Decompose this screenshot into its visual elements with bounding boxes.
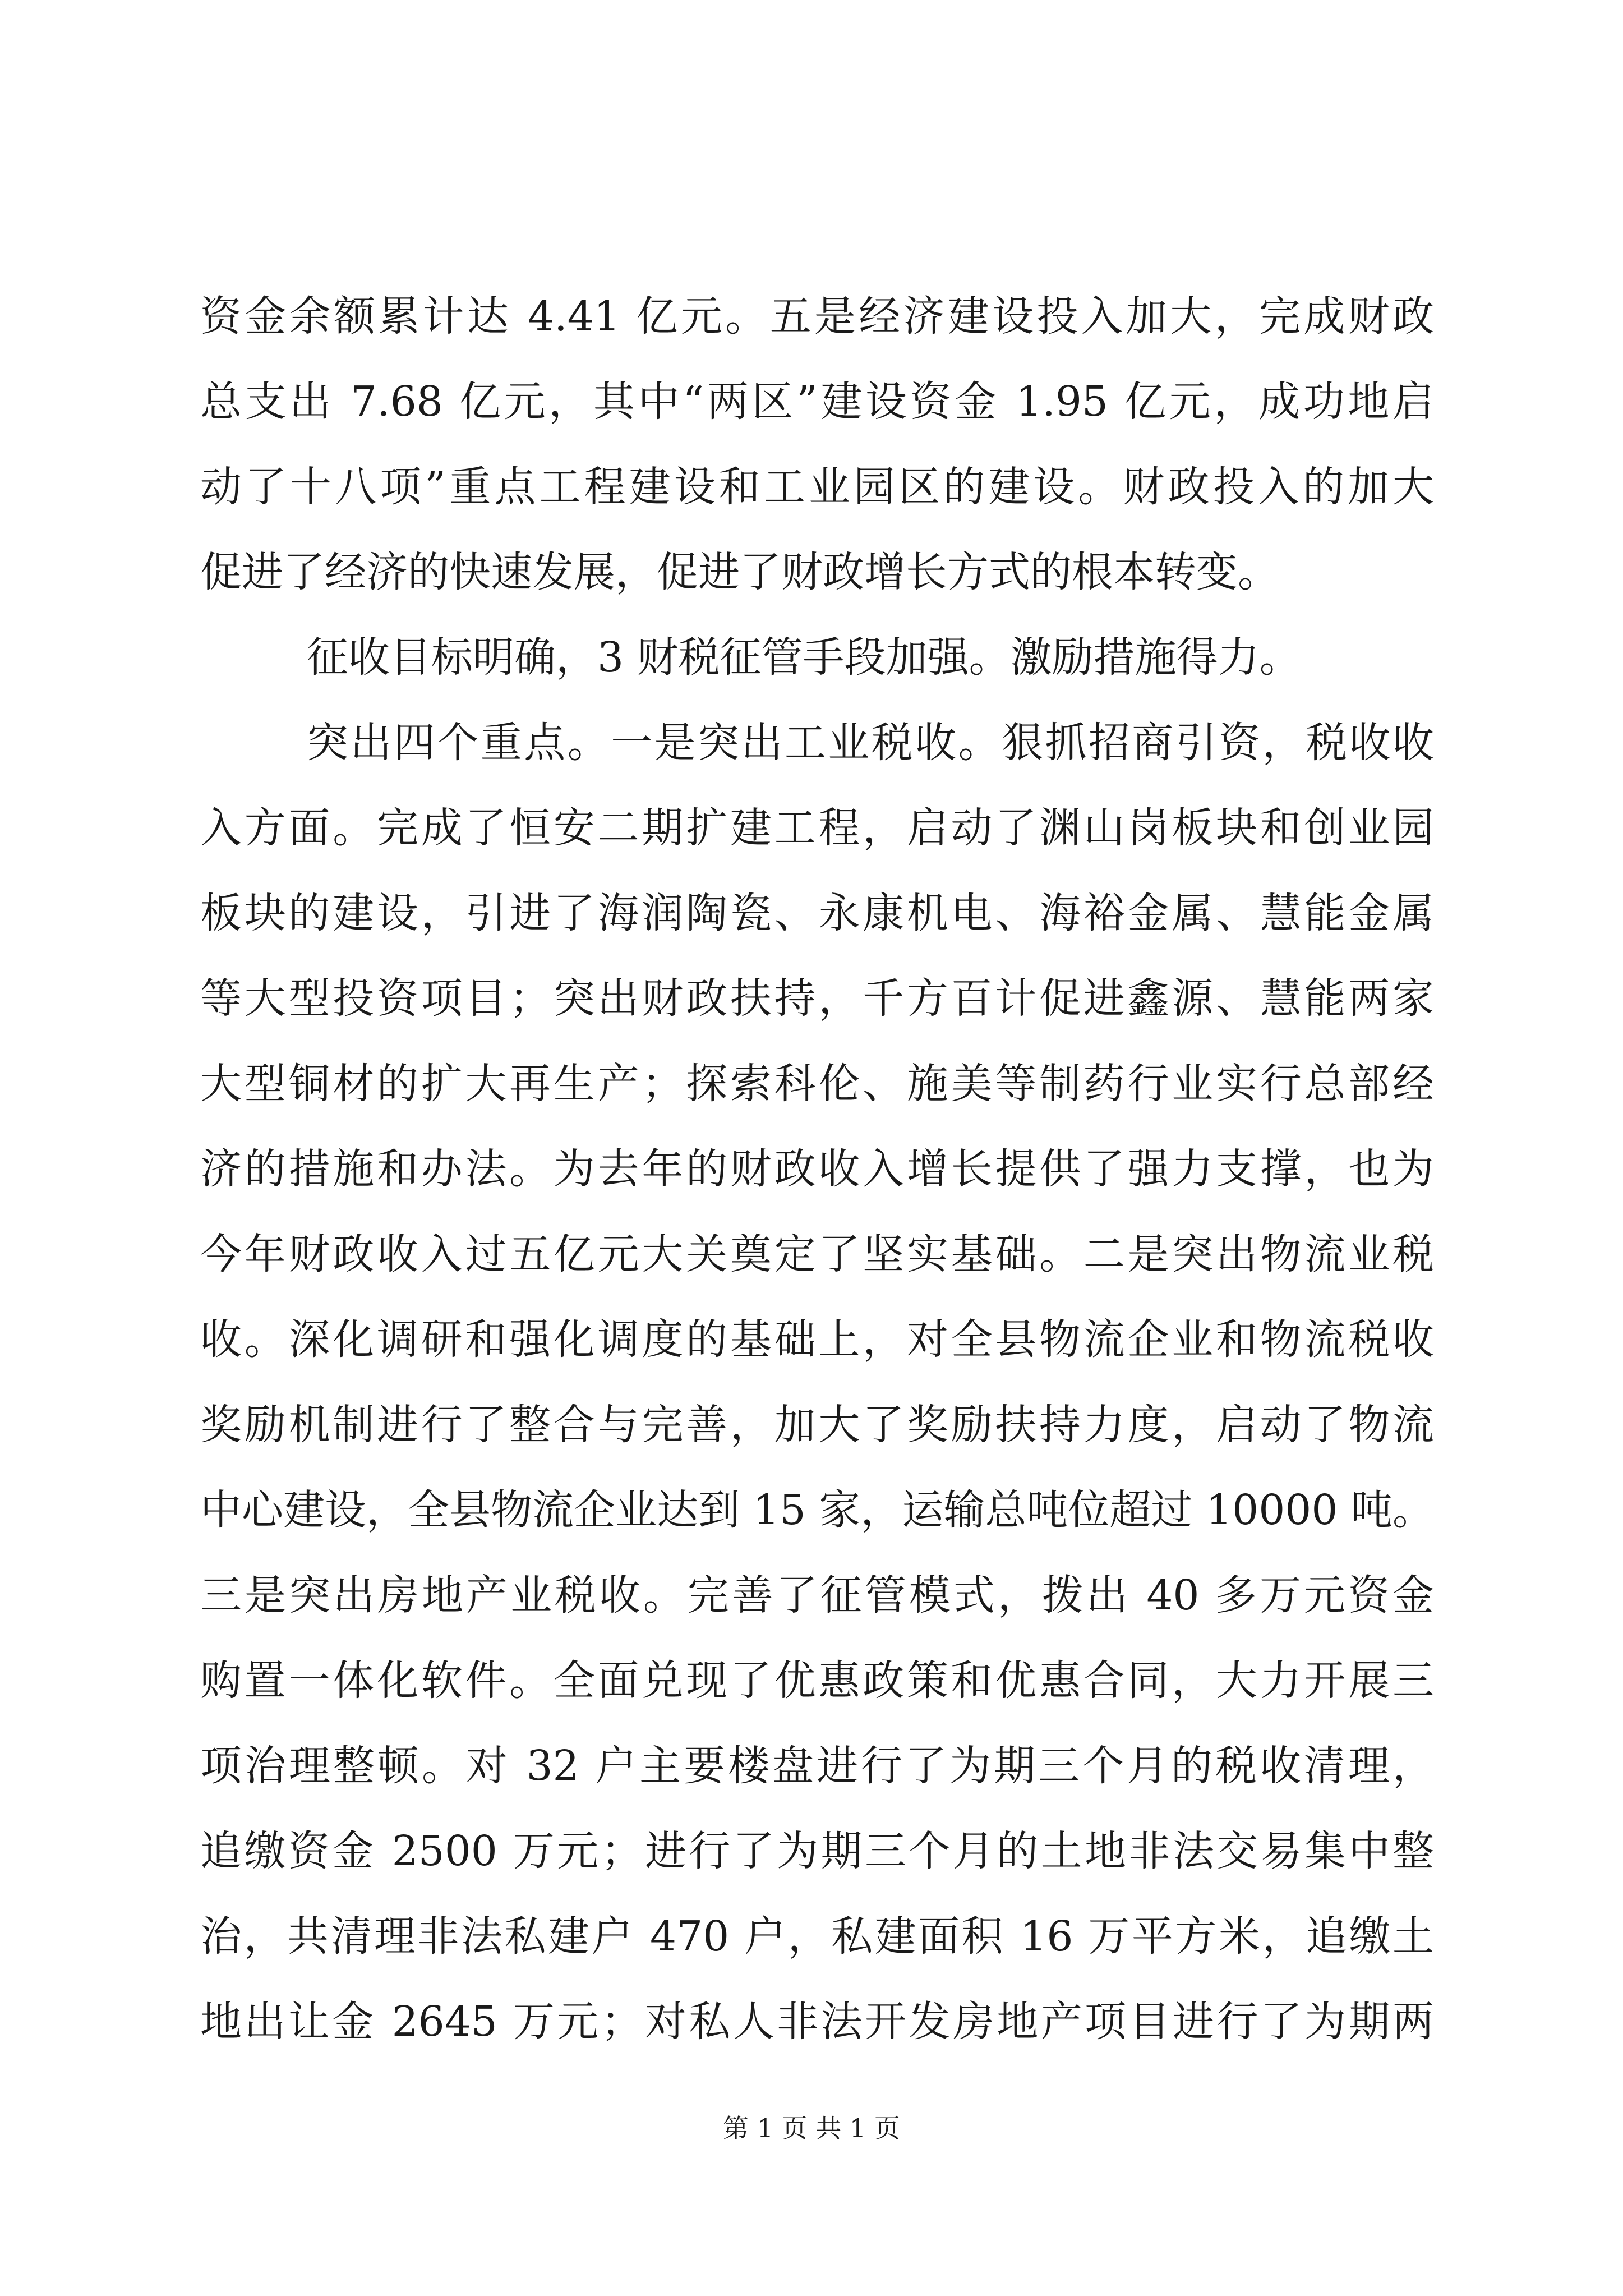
text-line: 购置一体化软件。全面兑现了优惠政策和优惠合同，大力开展三 (200, 1657, 1434, 1705)
text-line: 追缴资金 2500 万元；进行了为期三个月的土地非法交易集中整 (200, 1827, 1434, 1875)
text-line: 突出四个重点。一是突出工业税收。狠抓招商引资，税收收 (307, 719, 1434, 767)
text-line: 资金余额累计达 4.41 亿元。五是经济建设投入加大，完成财政 (200, 292, 1434, 341)
text-line: 三是突出房地产业税收。完善了征管模式，拨出 40 多万元资金 (200, 1571, 1434, 1619)
text-line: 中心建设，全县物流企业达到 15 家，运输总吨位超过 10000 吨。 (200, 1486, 1434, 1534)
text-line: 治，共清理非法私建户 470 户，私建面积 16 万平方米，追缴土 (200, 1912, 1434, 1961)
text-line: 促进了经济的快速发展，促进了财政增长方式的根本转变。 (200, 548, 1279, 596)
body-text (200, 274, 1434, 2064)
text-line: 动了十八项”重点工程建设和工业园区的建设。财政投入的加大 (200, 463, 1434, 511)
text-line: 总支出 7.68 亿元，其中“两区”建设资金 1.95 亿元，成功地启 (200, 378, 1434, 426)
text-line: 板块的建设，引进了海润陶瓷、永康机电、海裕金属、慧能金属 (200, 889, 1434, 937)
text-line: 地出让金 2645 万元；对私人非法开发房地产项目进行了为期两 (200, 1998, 1434, 2046)
text-line: 等大型投资项目；突出财政扶持，千方百计促进鑫源、慧能两家 (200, 974, 1434, 1023)
page-footer: 第 1 页 共 1 页 (723, 2113, 900, 2143)
text-line: 收。深化调研和强化调度的基础上，对全县物流企业和物流税收 (200, 1315, 1434, 1364)
text-line: 济的措施和办法。为去年的财政收入增长提供了强力支撑，也为 (200, 1145, 1434, 1193)
text-line: 大型铜材的扩大再生产；探索科伦、施美等制药行业实行总部经 (200, 1060, 1434, 1108)
text-line: 奖励机制进行了整合与完善，加大了奖励扶持力度，启动了物流 (200, 1401, 1434, 1449)
text-line: 入方面。完成了恒安二期扩建工程，启动了渊山岗板块和创业园 (200, 804, 1434, 852)
text-line: 今年财政收入过五亿元大关奠定了坚实基础。二是突出物流业税 (200, 1230, 1434, 1278)
text-line: 项治理整顿。对 32 户主要楼盘进行了为期三个月的税收清理， (200, 1742, 1434, 1790)
text-line: 征收目标明确，3 财税征管手段加强。激励措施得力。 (307, 633, 1301, 682)
